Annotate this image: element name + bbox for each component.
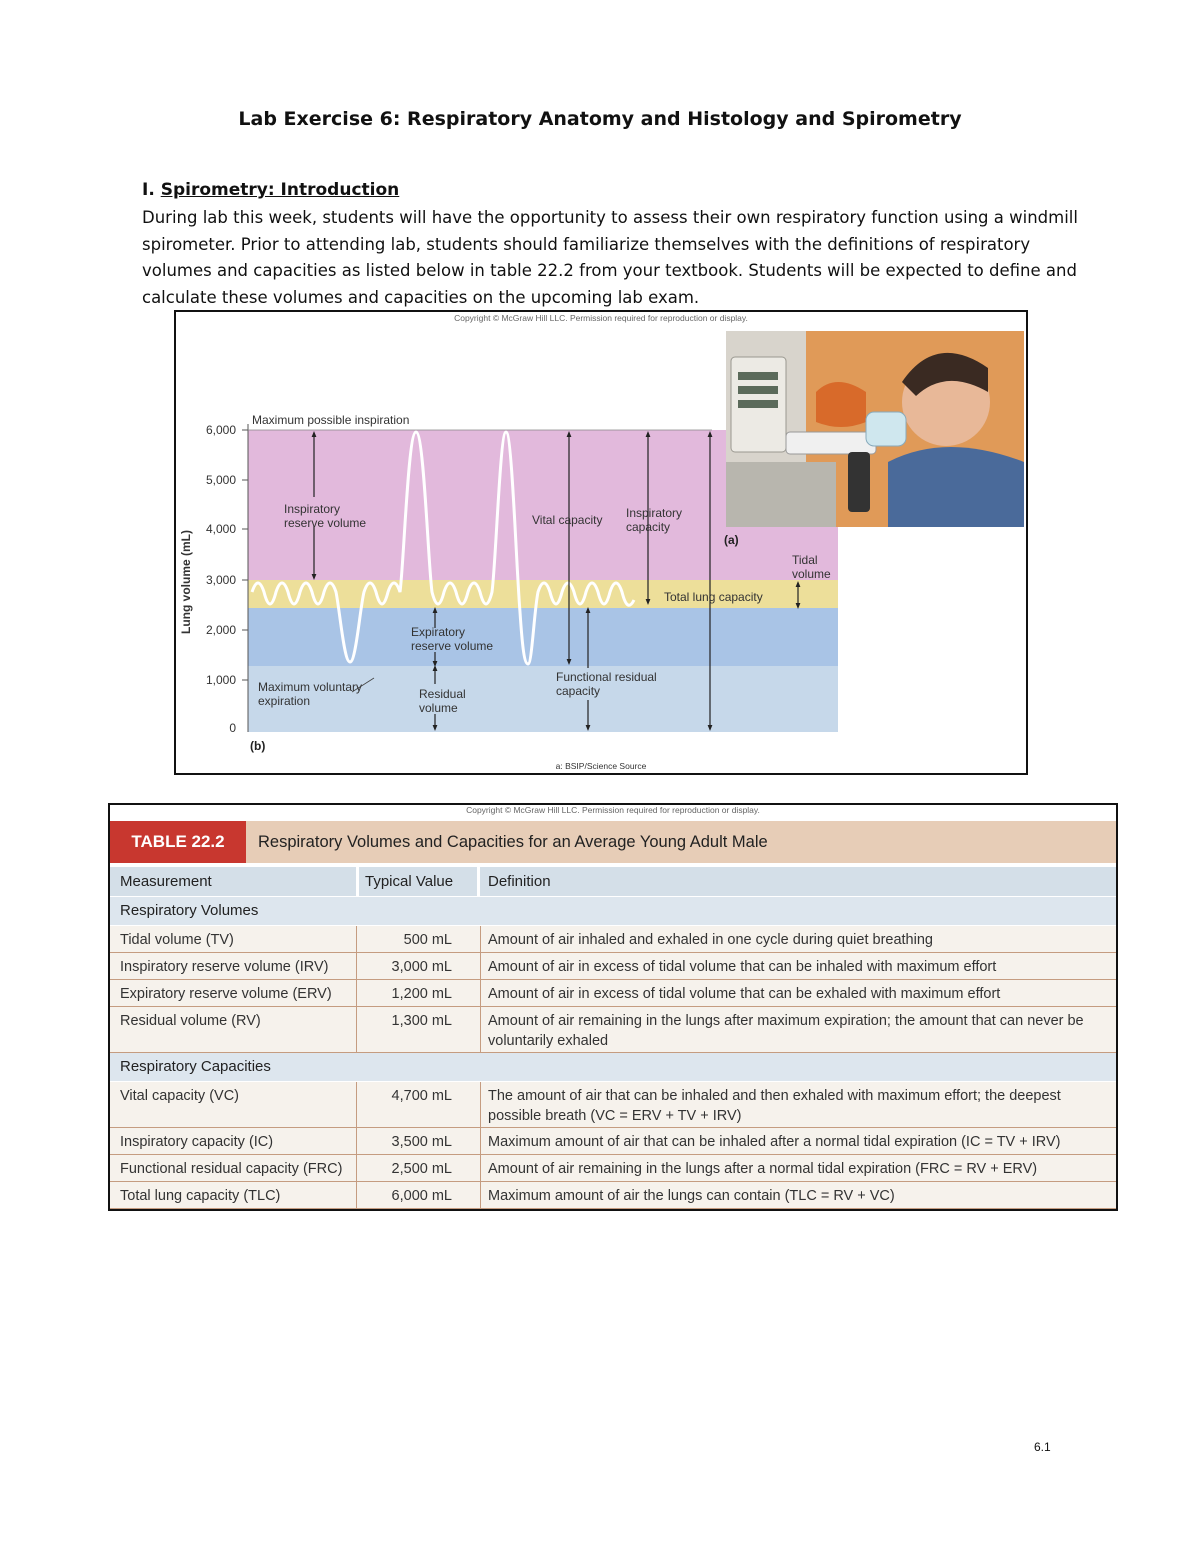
label-frc-1: Functional residual bbox=[556, 670, 657, 684]
column-header-value bbox=[359, 867, 477, 896]
panel-a-label: (a) bbox=[724, 533, 739, 547]
panel-b-label: (b) bbox=[250, 739, 266, 753]
y-tick-1000: 1,000 bbox=[205, 673, 236, 687]
cell-measurement: Expiratory reserve volume (ERV) bbox=[120, 986, 332, 1002]
label-max-inspiration: Maximum possible inspiration bbox=[252, 413, 410, 427]
cell-measurement: Residual volume (RV) bbox=[120, 1013, 261, 1029]
table-row bbox=[110, 1128, 1116, 1155]
cell-definition: Maximum amount of air the lungs can contain (TLC = RV + VC) bbox=[488, 1188, 895, 1204]
y-axis-label: Lung volume (mL) bbox=[179, 530, 193, 634]
cell-definition: Amount of air inhaled and exhaled in one cycle during quiet breathing bbox=[488, 932, 933, 948]
y-tick-6000: 6,000 bbox=[205, 423, 236, 437]
table-title: Respiratory Volumes and Capacities for an Average Young Adult Male bbox=[258, 833, 768, 851]
group-label: Respiratory Capacities bbox=[120, 1058, 271, 1075]
cell-value: 3,000 mL bbox=[391, 959, 452, 975]
table-label: TABLE 22.2 bbox=[110, 821, 246, 863]
photo-credit: a: BSIP/Science Source bbox=[555, 761, 647, 771]
y-tick-3000: 3,000 bbox=[205, 573, 236, 587]
cell-value: 4,700 mL bbox=[391, 1088, 452, 1104]
column-header-value-text: Typical Value bbox=[365, 873, 454, 890]
section-title: Spirometry: Introduction bbox=[160, 180, 400, 200]
cell-value: 1,200 mL bbox=[391, 986, 452, 1002]
y-tick-0: 0 bbox=[229, 721, 236, 735]
cell-measurement: Inspiratory reserve volume (IRV) bbox=[120, 959, 329, 975]
y-tick-2000: 2,000 bbox=[205, 623, 236, 637]
table-row bbox=[110, 1007, 1116, 1053]
cell-value: 6,000 mL bbox=[391, 1188, 452, 1204]
table-row bbox=[110, 1155, 1116, 1182]
column-header-measurement bbox=[110, 867, 356, 896]
label-mve-1: Maximum voluntary bbox=[258, 680, 363, 694]
cell-definition: Amount of air remaining in the lungs after a normal tidal expiration (FRC = RV + ERV) bbox=[488, 1161, 1038, 1177]
document-title: Lab Exercise 6: Respiratory Anatomy and Histology and Spirometry bbox=[238, 108, 962, 130]
group-row-volumes bbox=[110, 897, 1116, 925]
cell-measurement: Total lung capacity (TLC) bbox=[120, 1188, 281, 1204]
section-prefix: I. bbox=[142, 180, 161, 200]
column-header-definition bbox=[480, 867, 1116, 896]
label-rv-1: Residual bbox=[419, 687, 466, 701]
spirometer-photo bbox=[726, 331, 1024, 527]
table-row bbox=[110, 1182, 1116, 1209]
cell-definition: Amount of air in excess of tidal volume that can be inhaled with maximum effort bbox=[488, 959, 997, 975]
y-tick-4000: 4,000 bbox=[205, 522, 236, 536]
label-irv-2: reserve volume bbox=[284, 516, 367, 530]
intro-paragraph: During lab this week, students will have the opportunity to assess their own respiratory function using a windmill spirometer. Prior to attending lab, students should familiarize themselves with the definitions of respiratory volumes and capacities as listed below in table 22.2 from your textbook. Students will be expected to define and calculate these volumes and capacities on the upcoming lab exam. bbox=[142, 208, 1078, 307]
cell-value: 1,300 mL bbox=[391, 1013, 452, 1029]
label-irv-1: Inspiratory bbox=[284, 502, 341, 516]
cell-definition: Maximum amount of air that can be inhaled after a normal tidal expiration (IC = TV + IRV) bbox=[488, 1134, 1061, 1150]
table-row bbox=[110, 953, 1116, 980]
cell-measurement: Tidal volume (TV) bbox=[120, 932, 234, 948]
label-tidal-1: Tidal bbox=[792, 553, 818, 567]
label-frc-2: capacity bbox=[556, 684, 601, 698]
table-row bbox=[110, 980, 1116, 1007]
spirogram-svg bbox=[176, 312, 1026, 773]
cell-measurement: Vital capacity (VC) bbox=[120, 1088, 239, 1104]
label-vc: Vital capacity bbox=[532, 513, 603, 527]
rv-band bbox=[248, 666, 838, 732]
cell-measurement: Inspiratory capacity (IC) bbox=[120, 1134, 274, 1150]
cell-value: 2,500 mL bbox=[391, 1161, 452, 1177]
label-rv-2: volume bbox=[419, 701, 458, 715]
label-erv-2: reserve volume bbox=[411, 639, 494, 653]
cell-definition: The amount of air that can be inhaled and then exhaled with maximum effort; the deepest possible breath (VC = ERV + TV + IRV) bbox=[488, 1088, 1061, 1124]
page-number: 6.1 bbox=[1034, 1440, 1051, 1454]
column-header-measurement-text: Measurement bbox=[120, 873, 212, 890]
table-row bbox=[110, 926, 1116, 953]
label-mve-2: expiration bbox=[258, 694, 311, 708]
table-copyright: Copyright © McGraw Hill LLC. Permission required for reproduction or display. bbox=[466, 805, 760, 815]
label-tlc: Total lung capacity bbox=[664, 590, 763, 604]
erv-band bbox=[248, 608, 838, 666]
spirogram-figure bbox=[174, 310, 1028, 775]
label-erv-1: Expiratory bbox=[411, 625, 466, 639]
cell-measurement: Functional residual capacity (FRC) bbox=[120, 1161, 343, 1177]
y-tick-5000: 5,000 bbox=[205, 473, 236, 487]
group-row-capacities bbox=[110, 1053, 1116, 1081]
label-tidal-2: volume bbox=[792, 567, 831, 581]
cell-value: 3,500 mL bbox=[391, 1134, 452, 1150]
figure-copyright: Copyright © McGraw Hill LLC. Permission required for reproduction or display. bbox=[454, 313, 748, 323]
cell-value: 500 mL bbox=[403, 932, 452, 948]
section-heading bbox=[142, 180, 399, 200]
respiratory-table bbox=[108, 803, 1118, 1211]
cell-definition: Amount of air remaining in the lungs after maximum expiration; the amount that can never be voluntarily exhaled bbox=[488, 1013, 1084, 1049]
label-ic-2: capacity bbox=[626, 520, 671, 534]
label-ic-1: Inspiratory bbox=[626, 506, 683, 520]
column-header-definition-text: Definition bbox=[488, 873, 551, 890]
group-label: Respiratory Volumes bbox=[120, 902, 259, 919]
cell-definition: Amount of air in excess of tidal volume that can be exhaled with maximum effort bbox=[488, 986, 1001, 1002]
table-row bbox=[110, 1082, 1116, 1128]
